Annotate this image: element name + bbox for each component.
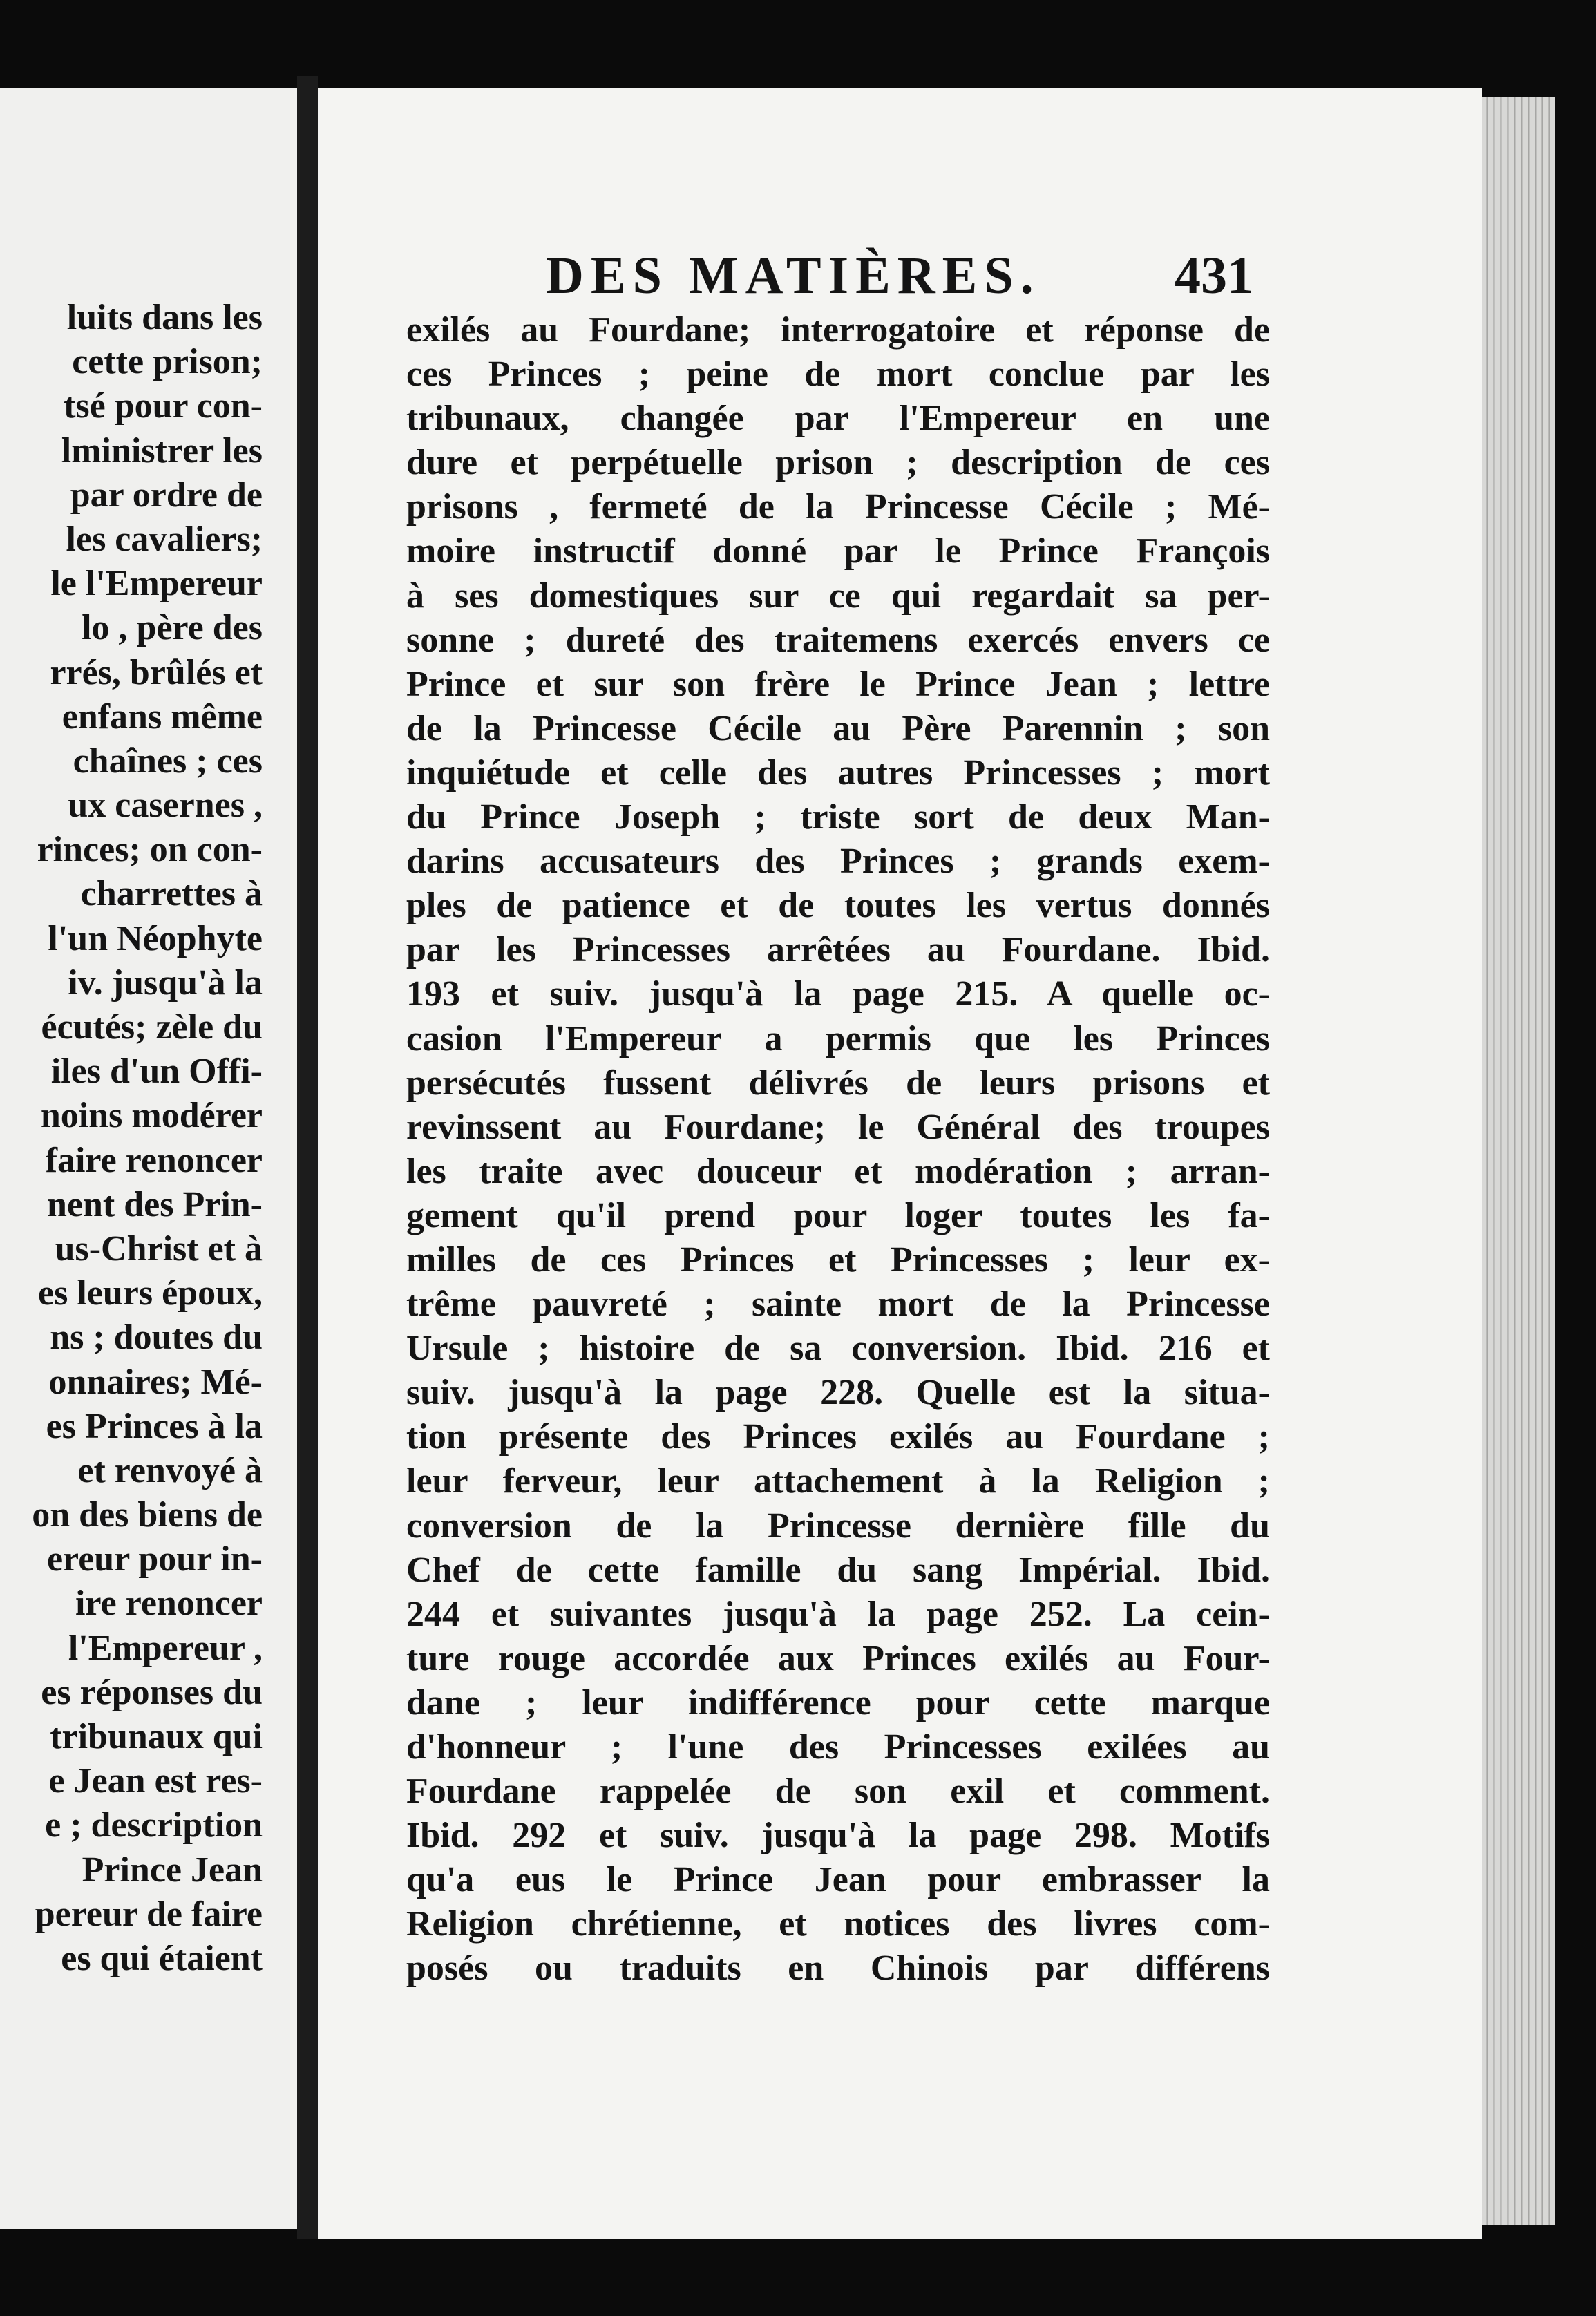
left-page-line: pereur de faire	[35, 1894, 263, 1934]
left-page-line: es Princes à la	[46, 1406, 263, 1446]
text-line: persécutés fussent délivrés de leurs prisons et	[406, 1063, 1270, 1103]
text-line: à ses domestiques sur ce qui regardait sa per-	[406, 576, 1270, 616]
text-line: qu'a eus le Prince Jean pour embrasser la	[406, 1860, 1270, 1900]
left-page-line: faire renoncer	[45, 1140, 263, 1180]
running-head: DES MATIÈRES.	[546, 247, 1041, 305]
left-page-line: lministrer les	[61, 430, 263, 471]
text-line: milles de ces Princes et Princesses ; leur ex-	[406, 1240, 1270, 1280]
left-page-line: le l'Empereur	[50, 564, 263, 604]
text-line: tion présente des Princes exilés au Fourdane ;	[406, 1417, 1270, 1457]
text-line: les traite avec douceur et modération ; arran-	[406, 1151, 1270, 1191]
text-line: par les Princesses arrêtées au Fourdane. Ibid.	[406, 930, 1270, 970]
left-page-line: ns ; doutes du	[50, 1318, 263, 1358]
left-page-line: les cavaliers;	[66, 519, 263, 559]
text-line: moire instructif donné par le Prince François	[406, 531, 1270, 571]
left-page-line: par ordre de	[70, 475, 263, 515]
left-page-line: rinces; on con-	[37, 830, 263, 870]
left-page-line: enfans même	[61, 696, 263, 737]
left-page-line: iles d'un Offi-	[50, 1052, 263, 1092]
text-line: prisons , fermeté de la Princesse Cécile ; Mé-	[406, 487, 1270, 527]
index-entry-text	[406, 308, 1270, 1991]
left-page-line: ire renoncer	[75, 1584, 263, 1624]
left-page-line: ux casernes ,	[68, 786, 263, 826]
text-line: dure et perpétuelle prison ; description de ces	[406, 443, 1270, 483]
left-page-line: l'un Néophyte	[48, 918, 263, 958]
text-line: conversion de la Princesse dernière fille du	[406, 1506, 1270, 1546]
left-page-line: e ; description	[45, 1805, 263, 1845]
left-page-line: es réponses du	[41, 1672, 263, 1712]
text-line: Ursule ; histoire de sa conversion. Ibid. 216 et	[406, 1329, 1270, 1369]
left-page-line: on des biens de	[32, 1495, 263, 1535]
text-line: 244 et suivantes jusqu'à la page 252. La cein-	[406, 1594, 1270, 1634]
text-line: 193 et suiv. jusqu'à la page 215. A quelle oc-	[406, 974, 1270, 1014]
left-page	[0, 88, 297, 2229]
text-line: Prince et sur son frère le Prince Jean ; lettre	[406, 664, 1270, 704]
page-edges	[1482, 97, 1555, 2225]
left-page-line: tribunaux qui	[50, 1717, 263, 1756]
left-page-line: es leurs époux,	[38, 1273, 263, 1313]
left-page-line: ereur pour in-	[46, 1539, 263, 1579]
text-line: Fourdane rappelée de son exil et comment.	[406, 1772, 1270, 1812]
left-page-line: iv. jusqu'à la	[68, 962, 263, 1003]
text-line: Chef de cette famille du sang Impérial. Ibid.	[406, 1550, 1270, 1590]
left-page-line: nent des Prin-	[47, 1184, 263, 1224]
text-line: d'honneur ; l'une des Princesses exilées au	[406, 1727, 1270, 1767]
text-line: ples de patience et de toutes les vertus donnés	[406, 886, 1270, 926]
text-line: de la Princesse Cécile au Père Parennin ; son	[406, 708, 1270, 748]
text-line: ture rouge accordée aux Princes exilés au Four-	[406, 1638, 1270, 1678]
left-page-line: chaînes ; ces	[73, 741, 263, 781]
text-line: du Prince Joseph ; triste sort de deux Man-	[406, 797, 1270, 837]
text-line: Ibid. 292 et suiv. jusqu'à la page 298. Motifs	[406, 1816, 1270, 1856]
text-line: ces Princes ; peine de mort conclue par les	[406, 354, 1270, 395]
text-line: tribunaux, changée par l'Empereur en une	[406, 399, 1270, 439]
left-page-line: onnaires; Mé-	[48, 1362, 263, 1402]
left-page-line: lo , père des	[82, 608, 263, 648]
left-page-line: noins modérer	[40, 1096, 263, 1136]
page-number: 431	[1175, 247, 1253, 305]
left-page-line: cette prison;	[72, 342, 263, 382]
book-gutter	[297, 76, 318, 2239]
text-line: exilés au Fourdane; interrogatoire et réponse de	[406, 310, 1270, 350]
text-line: darins accusateurs des Princes ; grands exem-	[406, 842, 1270, 882]
text-line: gement qu'il prend pour loger toutes les fa-	[406, 1195, 1270, 1235]
text-line: sonne ; dureté des traitemens exercés envers ce	[406, 620, 1270, 660]
left-page-line: us-Christ et à	[55, 1228, 263, 1269]
left-page-line: l'Empereur ,	[68, 1628, 263, 1668]
text-line: revinssent au Fourdane; le Général des troupes	[406, 1107, 1270, 1147]
left-page-line: écutés; zèle du	[41, 1007, 263, 1047]
text-line: posés ou traduits en Chinois par différens	[406, 1948, 1270, 1988]
left-page-line: Prince Jean	[82, 1850, 263, 1890]
text-line: leur ferveur, leur attachement à la Religion ;	[406, 1461, 1270, 1501]
left-page-line: luits dans les	[66, 298, 263, 337]
left-page-line: rrés, brûlés et	[50, 652, 263, 692]
left-page-line: es qui étaient	[61, 1938, 263, 1978]
text-line: trême pauvreté ; sainte mort de la Princesse	[406, 1284, 1270, 1325]
left-page-line: e Jean est res-	[48, 1761, 263, 1801]
text-line: inquiétude et celle des autres Princesses ; mort	[406, 752, 1270, 792]
text-line: suiv. jusqu'à la page 228. Quelle est la situa-	[406, 1373, 1270, 1413]
text-line: casion l'Empereur a permis que les Princes	[406, 1018, 1270, 1059]
text-line: dane ; leur indifférence pour cette marque	[406, 1682, 1270, 1722]
left-page-line: tsé pour con-	[64, 386, 263, 426]
left-page-line: charrettes à	[80, 874, 263, 914]
text-line: Religion chrétienne, et notices des livres com-	[406, 1904, 1270, 1944]
left-page-text	[32, 296, 263, 1981]
left-page-line: et renvoyé à	[77, 1450, 263, 1490]
